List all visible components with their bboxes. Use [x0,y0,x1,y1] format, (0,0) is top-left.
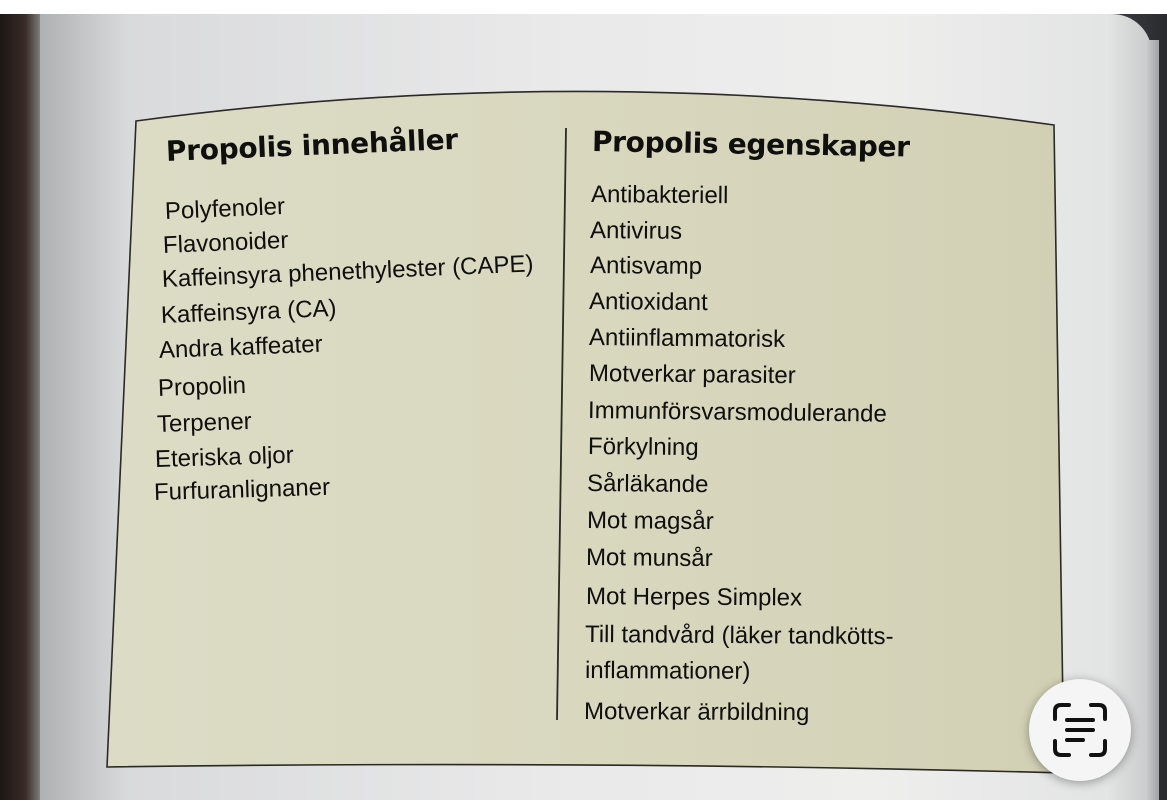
left-list-item: Polyfenoler [164,192,286,225]
left-list-item: Terpener [156,407,253,438]
left-list-item: Kaffeinsyra (CA) [160,294,338,329]
right-list-item: Antibakteriell [590,181,729,210]
right-list-item: Motverkar ärrbildning [583,698,810,727]
left-heading: Propolis innehåller [165,122,459,168]
right-list-item: Antisvamp [589,252,703,280]
left-list-item: Kaffeinsyra phenethylester (CAPE) [161,250,534,293]
right-list-item: Antioxidant [588,288,708,317]
right-heading: Propolis egenskaper [591,125,910,164]
right-list-item: Till tandvård (läker tandkötts- [584,621,894,651]
right-list-item: Mot munsår [585,544,713,573]
left-list-item: Furfuranlignaner [153,473,331,506]
right-list-item: Mot magsår [586,507,714,536]
text-scan-icon [1051,701,1109,759]
right-list-item: Antiinflammatorisk [588,324,786,354]
right-list-item: Mot Herpes Simplex [585,583,803,612]
right-list-item: Antivirus [589,217,683,245]
left-list-item: Eteriska oljor [154,441,295,473]
left-list-item: Andra kaffeater [158,330,324,364]
scan-text-button[interactable] [1029,679,1131,781]
left-list-item: Propolin [157,371,247,402]
left-list-item: Flavonoider [162,226,289,259]
right-list-item: inflammationer) [584,657,751,685]
right-list-item: Motverkar parasiter [588,360,796,390]
right-list-item: Sårläkande [586,470,709,499]
right-list-item: Förkylning [587,433,699,462]
right-list-item: Immunförsvarsmodulerande [587,397,887,428]
